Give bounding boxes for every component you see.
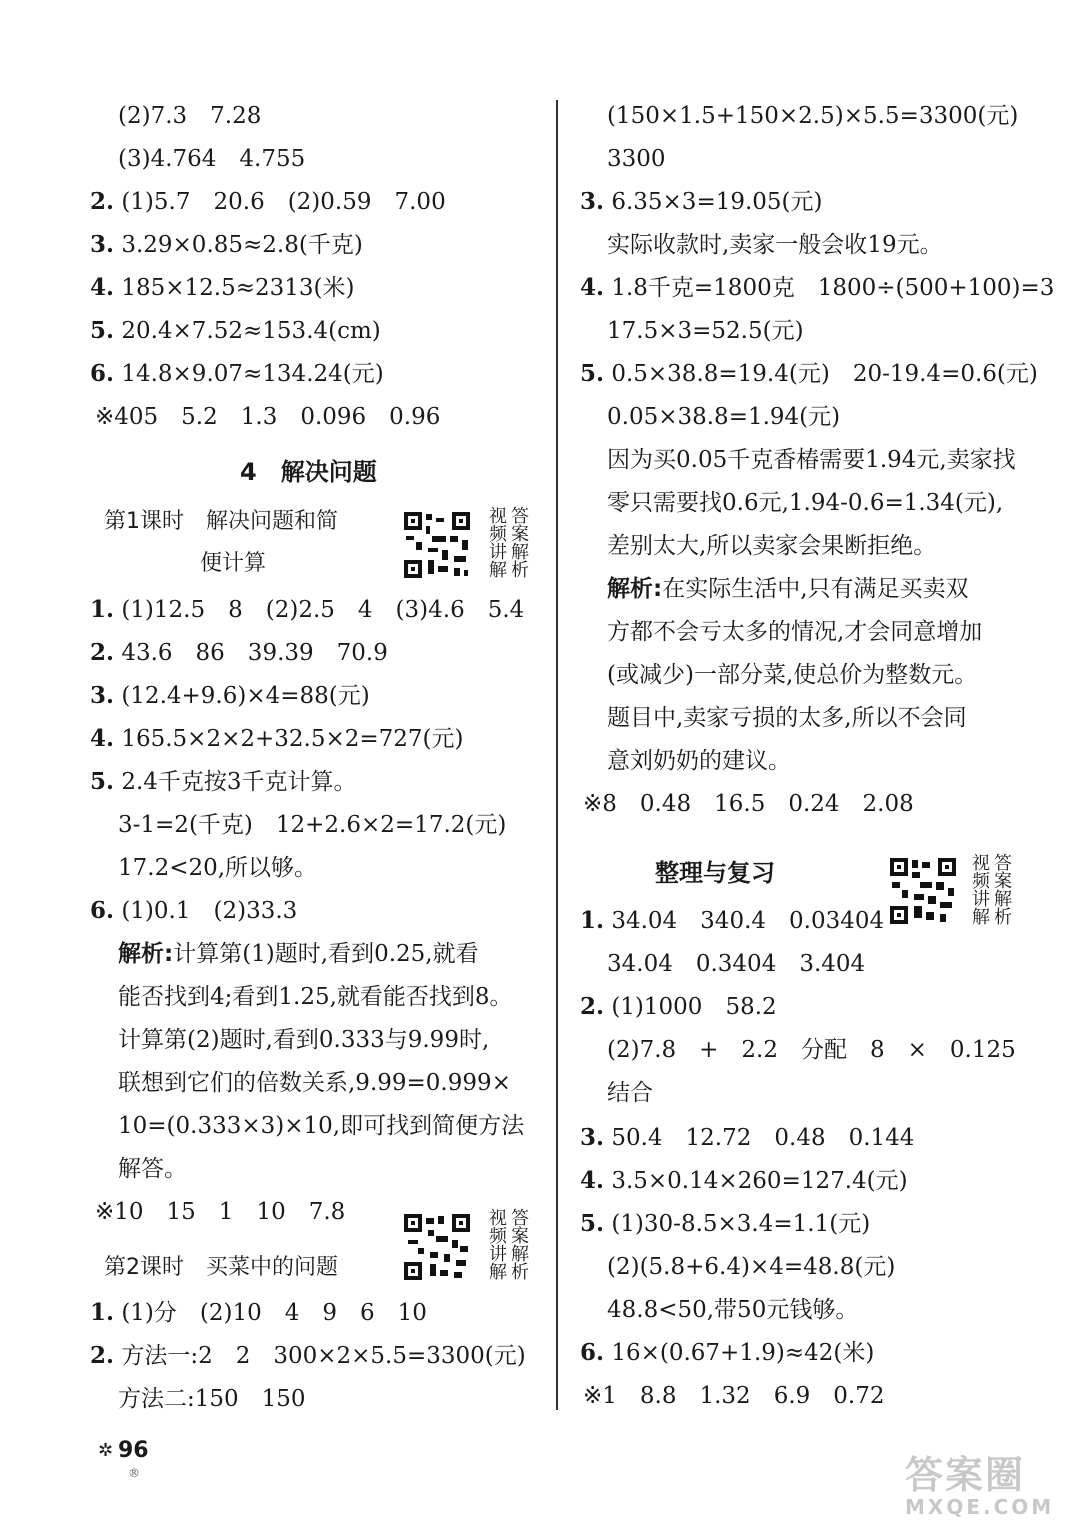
lesson-title-continued: 便计算 — [200, 551, 267, 576]
answer-line: 零只需要找0.6元,1.94-0.6=1.34(元), — [607, 490, 1004, 516]
registered-icon: ® — [128, 1466, 140, 1480]
answer-line: 因为买0.05千克香椿需要1.94元,卖家找 — [607, 447, 1016, 473]
qr-label-char: 析 — [511, 560, 529, 581]
qr-label-char: 解 — [511, 542, 529, 563]
analysis-line: 解答。 — [118, 1156, 187, 1182]
qr-label-char: 频 — [489, 1226, 507, 1247]
answer-text: (1)5.7 20.6 (2)0.59 7.00 — [121, 189, 446, 215]
qr-label-char: 频 — [972, 871, 990, 892]
answer-line — [90, 272, 354, 304]
qr-label-char: 案 — [511, 524, 529, 545]
question-number: 3. — [580, 188, 605, 215]
question-number: 2. — [580, 993, 605, 1020]
answer-line — [90, 594, 524, 626]
qr-label-char: 解 — [511, 1244, 529, 1265]
answer-text: 50.4 12.72 0.48 0.144 — [611, 1125, 915, 1151]
answer-line — [580, 186, 823, 218]
question-number: 4. — [580, 274, 605, 301]
qr-label-char: 答 — [511, 506, 529, 527]
answer-text: 185×12.5≈2313(米) — [121, 275, 355, 301]
qr-label — [487, 508, 531, 580]
watermark-url: MXQE.COM — [905, 1495, 1055, 1519]
answer-text: 3.5×0.14×260=127.4(元) — [611, 1168, 908, 1194]
question-number: 6. — [580, 1339, 605, 1366]
qr-label-char: 析 — [511, 1262, 529, 1283]
answer-text: 3.29×0.85≈2.8(千克) — [121, 232, 363, 258]
answer-line — [90, 680, 370, 712]
answer-line: 差别太大,所以卖家会果断拒绝。 — [607, 533, 937, 559]
analysis-line: 方都不会亏太多的情况,才会同意增加 — [607, 619, 983, 645]
answer-line — [580, 1122, 914, 1154]
answer-line — [90, 766, 357, 798]
analysis-line: 联想到它们的倍数关系,9.99=0.999× — [118, 1070, 511, 1096]
qr-label-char: 视 — [489, 506, 507, 527]
answer-line: 3-1=2(千克) 12+2.6×2=17.2(元) — [118, 812, 507, 838]
analysis-line: 意刘奶奶的建议。 — [607, 748, 791, 774]
qr-label — [970, 855, 1014, 927]
question-number: 5. — [580, 360, 605, 387]
watermark-logo — [905, 1455, 1055, 1525]
answer-line: (2)7.3 7.28 — [118, 103, 262, 129]
answer-line: (2)7.8 + 2.2 分配 8 × 0.125 — [607, 1037, 1016, 1063]
page-number: 96 — [118, 1438, 149, 1463]
question-number: 2. — [90, 639, 115, 666]
qr-label-char: 答 — [994, 853, 1012, 874]
answer-text: 43.6 86 39.39 70.9 — [121, 640, 388, 666]
question-number: 2. — [90, 1342, 115, 1369]
answer-line — [90, 1297, 427, 1329]
answer-line: (3)4.764 4.755 — [118, 146, 306, 172]
answer-line: ※8 0.48 16.5 0.24 2.08 — [583, 791, 914, 817]
answer-text: 20.4×7.52≈153.4(cm) — [121, 318, 381, 344]
answer-line: ※405 5.2 1.3 0.096 0.96 — [95, 404, 441, 430]
analysis-line: 10=(0.333×3)×10,即可找到简便方法 — [118, 1113, 525, 1139]
qr-label-char: 视 — [972, 853, 990, 874]
question-number: 5. — [90, 317, 115, 344]
question-number: 3. — [90, 231, 115, 258]
analysis-text: 计算第(1)题时,看到0.25,就看 — [173, 941, 479, 967]
watermark-text: 答案圈 — [905, 1453, 1026, 1497]
answer-text: 2.4千克按3千克计算。 — [121, 769, 357, 795]
answer-line — [90, 723, 464, 755]
answer-text: 16×(0.67+1.9)≈42(米) — [611, 1340, 875, 1366]
answer-line — [90, 229, 363, 261]
answer-line — [90, 637, 388, 669]
answer-line — [90, 1340, 526, 1372]
answer-line — [580, 991, 777, 1023]
analysis-label: 解析: — [118, 941, 174, 967]
answer-line: 3300 — [607, 146, 666, 172]
answer-text: (1)1000 58.2 — [611, 994, 777, 1020]
answer-text: (12.4+9.6)×4=88(元) — [121, 683, 370, 709]
answer-line: ※10 15 1 10 7.8 — [95, 1199, 346, 1225]
analysis-line: 计算第(2)题时,看到0.333与9.99时, — [118, 1027, 490, 1053]
qr-label-char: 讲 — [489, 542, 507, 563]
qr-label-char: 讲 — [489, 1244, 507, 1265]
answer-line — [90, 895, 297, 927]
answer-text: (1)分 (2)10 4 9 6 10 — [121, 1300, 427, 1326]
question-number: 4. — [90, 725, 115, 752]
answer-line: 48.8<50,带50元钱够。 — [607, 1297, 859, 1323]
question-number: 6. — [90, 897, 115, 924]
question-number: 5. — [90, 768, 115, 795]
answer-line — [580, 905, 884, 937]
section-title: 整理与复习 — [655, 859, 775, 887]
answer-text: (1)12.5 8 (2)2.5 4 (3)4.6 5.4 — [121, 597, 525, 623]
section-title: 4 解决问题 — [240, 458, 377, 486]
answer-line — [580, 272, 1054, 304]
answer-text: 6.35×3=19.05(元) — [611, 189, 823, 215]
analysis-line: 能否找到4;看到1.25,就看能否找到8。 — [118, 984, 513, 1010]
answer-line — [580, 1165, 908, 1197]
answer-line: 34.04 0.3404 3.404 — [607, 951, 866, 977]
answer-text: 14.8×9.07≈134.24(元) — [121, 361, 384, 387]
answer-text: 165.5×2×2+32.5×2=727(元) — [121, 726, 464, 752]
qr-label-char: 频 — [489, 524, 507, 545]
qr-code-icon[interactable] — [888, 856, 958, 926]
qr-label-char: 解 — [972, 907, 990, 928]
qr-label-char: 解 — [994, 889, 1012, 910]
analysis-line — [607, 573, 969, 605]
answer-line: (2)(5.8+6.4)×4=48.8(元) — [607, 1254, 896, 1280]
answer-line: 17.2<20,所以够。 — [118, 855, 318, 881]
answer-text: 方法一:2 2 300×2×5.5=3300(元) — [121, 1343, 526, 1369]
answer-line: 结合 — [607, 1080, 653, 1106]
answer-line — [580, 1337, 874, 1369]
qr-label-char: 讲 — [972, 889, 990, 910]
answer-line — [90, 358, 384, 390]
question-number: 1. — [580, 907, 605, 934]
analysis-line: 题目中,卖家亏损的太多,所以不会同 — [607, 705, 967, 731]
question-number: 4. — [580, 1167, 605, 1194]
qr-label-char: 视 — [489, 1208, 507, 1229]
answer-line — [90, 186, 446, 218]
answer-line: ※1 8.8 1.32 6.9 0.72 — [583, 1383, 885, 1409]
question-number: 1. — [90, 596, 115, 623]
question-number: 2. — [90, 188, 115, 215]
answer-line — [580, 358, 1038, 390]
qr-label-char: 案 — [511, 1226, 529, 1247]
answer-line: 17.5×3=52.5(元) — [607, 318, 804, 344]
answer-line: (150×1.5+150×2.5)×5.5=3300(元) — [607, 103, 1019, 129]
qr-label — [487, 1210, 531, 1282]
qr-label-char: 答 — [511, 1208, 529, 1229]
lesson-title: 第2课时 买菜中的问题 — [104, 1255, 338, 1280]
analysis-label: 解析: — [607, 576, 663, 602]
qr-code-icon[interactable] — [402, 510, 472, 580]
question-number: 3. — [90, 682, 115, 709]
lesson-title: 第1课时 解决问题和简 — [104, 509, 338, 534]
answer-text: (1)30-8.5×3.4=1.1(元) — [611, 1211, 871, 1237]
answer-line: 方法二:150 150 — [118, 1386, 306, 1412]
answer-text: (1)0.1 (2)33.3 — [121, 898, 298, 924]
question-number: 4. — [90, 274, 115, 301]
star-icon: ✲ — [98, 1440, 114, 1461]
question-number: 5. — [580, 1210, 605, 1237]
question-number: 6. — [90, 360, 115, 387]
column-divider — [556, 100, 558, 1410]
question-number: 1. — [90, 1299, 115, 1326]
answer-text: 0.5×38.8=19.4(元) 20-19.4=0.6(元) — [611, 361, 1038, 387]
qr-label-char: 析 — [994, 907, 1012, 928]
analysis-line — [118, 938, 479, 970]
qr-label-char: 解 — [489, 1262, 507, 1283]
qr-label-char: 案 — [994, 871, 1012, 892]
answer-text: 34.04 340.4 0.03404 — [611, 908, 885, 934]
answer-line — [90, 315, 381, 347]
answer-line: 0.05×38.8=1.94(元) — [607, 404, 841, 430]
question-number: 3. — [580, 1124, 605, 1151]
answer-text: 1.8千克=1800克 1800÷(500+100)=3 — [611, 275, 1055, 301]
analysis-line: (或减少)一部分菜,使总价为整数元。 — [607, 662, 978, 688]
qr-code-icon[interactable] — [402, 1212, 472, 1282]
qr-label-char: 解 — [489, 560, 507, 581]
answer-line: 实际收款时,卖家一般会收19元。 — [607, 232, 943, 258]
answer-line — [580, 1208, 870, 1240]
analysis-text: 在实际生活中,只有满足买卖双 — [662, 576, 969, 602]
